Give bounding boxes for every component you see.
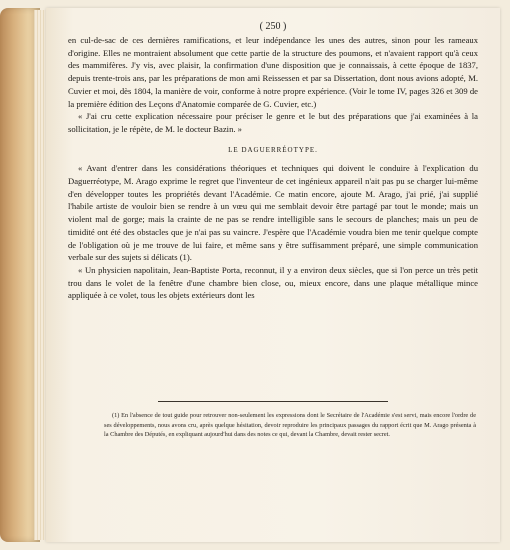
paragraph-4: « Un physicien napolitain, Jean-Baptiste Porta, reconnut, il y a environ deux siècles, que si l'on perce un très petit trou dans le volet de la fenêtre d'une chambre bien close, ou, mieux encore, dans une plaque métallique mince appliquée à ce volet, tous les objets extérieurs dont les bbox=[68, 264, 478, 301]
paragraph-2: « J'ai cru cette explication nécessaire pour préciser le genre et le but des préparations que j'ai examinées à la sollicitation, je le répète, de M. le docteur Bazin. » bbox=[68, 111, 478, 134]
footnote-text: (1) En l'absence de tout guide pour retrouver non-seulement les expressions dont le Secrétaire de l'Académie s'est servi, mais encore l'ordre de ses développements, nous avons cru, après quelque hésitation, devoir reproduire les principaux passages du rapport écrit que M. Arago présenta à la Chambre des Députés, en expliquant aujourd'hui dans des notes ce qui, devant la Chambre, devait rester secret. bbox=[104, 412, 476, 439]
paragraph-3: « Avant d'entrer dans les considérations théoriques et techniques qui doivent le conduire à l'explication du Daguerréotype, M. Arago exprime le regret que l'inventeur de cet ingénieux appareil n'ait pas pu se charger lui-même d'en développer toutes les propriétés devant l'Académie. Ce matin encore, ajoute M. Arago, j'ai prié, j'ai supplié l'habile artiste de vouloir bien se rendre à un vœu qui me semblait devoir être partagé par tout le monde; mais un violent mal de gorge; mais la crainte de ne pas se rendre intelligible sans le secours de planches; mais un peu de timidité ont été des obstacles que je n'ai pas su vaincre. J'espère que l'Académie voudra bien me tenir quelque compte de l'obligation où je me trouve de lui faire, et même sans y être suffisamment préparé, une simple communication verbale sur des sujets si délicats (1). bbox=[68, 163, 478, 263]
paragraph-1: en cul-de-sac de ces dernières ramifications, et leur indépendance les unes des autres, sinon pour les rameaux d'origine. Elles ne montraient absolument que cette partie de la structure des poumons, et n'avaient rapport qu'à ceux des mammifères. J'y vis, avec plaisir, la confirmation d'une disposition que je connaissais, à cette époque de 1837, depuis trente-trois ans, par les préparations de mon ami Reissessen et par sa Dissertation, dont nous avions adopté, M. Cuvier et moi, dès 1804, la manière de voir, conforme à notre propre expérience. (Voir le tome IV, pages 326 et 309 de la première édition des Leçons d'Anatomie comparée de G. Cuvier, etc.) bbox=[68, 35, 478, 109]
footnote-rule bbox=[158, 401, 388, 402]
page-text bbox=[68, 34, 478, 302]
section-heading: LE DAGUERRÉOTYPE. bbox=[228, 145, 318, 154]
footnote bbox=[104, 411, 476, 440]
page-number: ( 250 ) bbox=[259, 21, 287, 32]
book-page bbox=[46, 8, 500, 542]
